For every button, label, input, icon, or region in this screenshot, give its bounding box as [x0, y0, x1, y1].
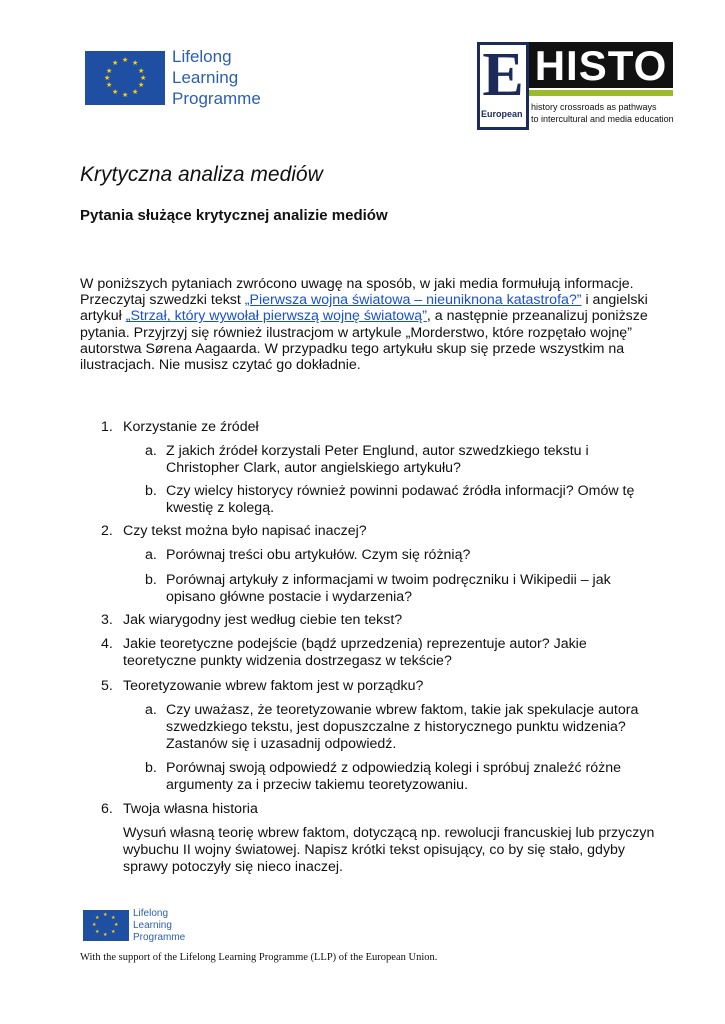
- ehisto-logo: [477, 42, 673, 130]
- question-2-text: Czy tekst można było napisać inaczej?: [123, 523, 367, 539]
- question-6-body-line1: Wysuń własną teorię wbrew faktom, dotyczącą np. rewolucji francuskiej lub przyczyn: [123, 825, 655, 841]
- intro-text-1: W poniższych pytaniach zwrócono uwagę na sposób, w jaki media formułują informacje. Przeczytaj szwedzki tekst: [80, 276, 634, 309]
- ehisto-tagline-2: to intercultural and media education: [531, 114, 674, 124]
- ehisto-green-bar: [529, 90, 673, 96]
- question-5-number: 5.: [101, 678, 113, 694]
- ehisto-e-letter: E: [482, 41, 524, 109]
- link-swedish-article[interactable]: „Pierwsza wojna światowa – nieuniknona katastrofa?”: [244, 292, 582, 309]
- llp-footer-line3: Programme: [133, 932, 186, 943]
- question-5b-line2: argumenty za i przeciw takiemu teoretyzowaniu.: [166, 777, 469, 793]
- question-4-line1: Jakie teoretyczne podejście (bądź uprzedzenia) reprezentuje autor? Jakie: [123, 636, 587, 652]
- ehisto-european-label: European: [481, 109, 523, 119]
- llp-logo-line1: Lifelong: [172, 47, 232, 66]
- intro-text-3: , a następnie przeanalizuj poniższe pytania. Przyjrzyj się również ilustracjom w artykule „Morderstwo, które rozpętało wojnę” autorstwa Sørena Aagaarda. W przypadku tego artykułu skup się przede wszystkim na ilustracjach. Nie musisz czytać go dokładnie.: [80, 308, 648, 374]
- footer-support-text: With the support of the Lifelong Learning Programme (LLP) of the European Union.: [80, 952, 438, 963]
- question-2b-line2: opisano główne postacie i wydarzenia?: [166, 589, 413, 605]
- llp-footer-line1: Lifelong: [133, 908, 169, 919]
- question-3-text: Jak wiarygodny jest według ciebie ten tekst?: [123, 612, 403, 628]
- eu-flag-icon: ★ ★ ★ ★ ★ ★ ★ ★ ★ ★ ★ ★: [85, 51, 165, 105]
- question-1a-line2: Christopher Clark, autor angielskiego artykułu?: [166, 460, 461, 476]
- question-5-text: Teoretyzowanie wbrew faktom jest w porządku?: [123, 678, 424, 694]
- question-5a-line2: szwedzkiego tekstu, jest dopuszczalne z historycznego punktu widzenia?: [166, 719, 626, 735]
- question-1b-letter: b.: [145, 483, 157, 499]
- question-3-number: 3.: [101, 612, 113, 628]
- llp-footer-line2: Learning: [133, 920, 172, 931]
- link-english-article[interactable]: „Strzał, który wywołał pierwszą wojnę światową”: [125, 308, 427, 325]
- question-2b-letter: b.: [145, 572, 157, 588]
- question-5b-letter: b.: [145, 760, 157, 776]
- intro-text-2: i angielski artykuł: [80, 292, 648, 325]
- question-6-body-line2: wybuchu II wojny światowej. Napisz krótki tekst opisujący, co by się stało, gdyby: [123, 842, 626, 858]
- eu-flag-footer-icon: ★ ★ ★ ★ ★ ★ ★ ★: [83, 910, 129, 941]
- question-6-text: Twoja własna historia: [123, 801, 258, 817]
- page-title: Krytyczna analiza mediów: [80, 163, 323, 186]
- ehisto-histo-text: HISTO: [534, 42, 668, 89]
- question-1-number: 1.: [101, 419, 113, 435]
- question-5b-line1: Porównaj swoją odpowiedź z odpowiedzią kolegi i spróbuj znaleźć różne: [166, 760, 622, 776]
- question-2b-line1: Porównaj artykuły z informacjami w twoim podręczniku i Wikipedii – jak: [166, 572, 611, 588]
- question-1b-line1: Czy wielcy historycy również powinni podawać źródła informacji? Omów tę: [166, 483, 635, 499]
- page-subtitle: Pytania służące krytycznej analizie mediów: [80, 207, 388, 224]
- question-6-number: 6.: [101, 801, 113, 817]
- question-2a-letter: a.: [145, 547, 157, 563]
- question-4-number: 4.: [101, 636, 113, 652]
- intro-paragraph: [80, 276, 670, 373]
- question-5a-letter: a.: [145, 702, 157, 718]
- ehisto-tagline-1: history crossroads as pathways: [531, 102, 657, 112]
- question-6-body-line3: sprawy potoczyły się nieco inaczej.: [123, 859, 344, 875]
- question-2a-line1: Porównaj treści obu artykułów. Czym się różnią?: [166, 547, 471, 563]
- question-4-line2: teoretyczne punkty widzenia dostrzegasz w tekście?: [123, 653, 452, 669]
- question-5a-line3: Zastanów się i uzasadnij odpowiedź.: [166, 736, 397, 752]
- question-1b-line2: kwestię z kolegą.: [166, 500, 275, 516]
- question-1a-letter: a.: [145, 443, 157, 459]
- question-1-text: Korzystanie ze źródeł: [123, 419, 259, 435]
- ehisto-e-box: [477, 42, 529, 130]
- llp-logo-line2: Learning: [172, 68, 239, 87]
- question-1a-line1: Z jakich źródeł korzystali Peter Englund, autor szwedzkiego tekstu i: [166, 443, 589, 459]
- question-2-number: 2.: [101, 523, 113, 539]
- question-5a-line1: Czy uważasz, że teoretyzowanie wbrew faktom, takie jak spekulacje autora: [166, 702, 639, 718]
- llp-logo-line3: Programme: [172, 89, 261, 108]
